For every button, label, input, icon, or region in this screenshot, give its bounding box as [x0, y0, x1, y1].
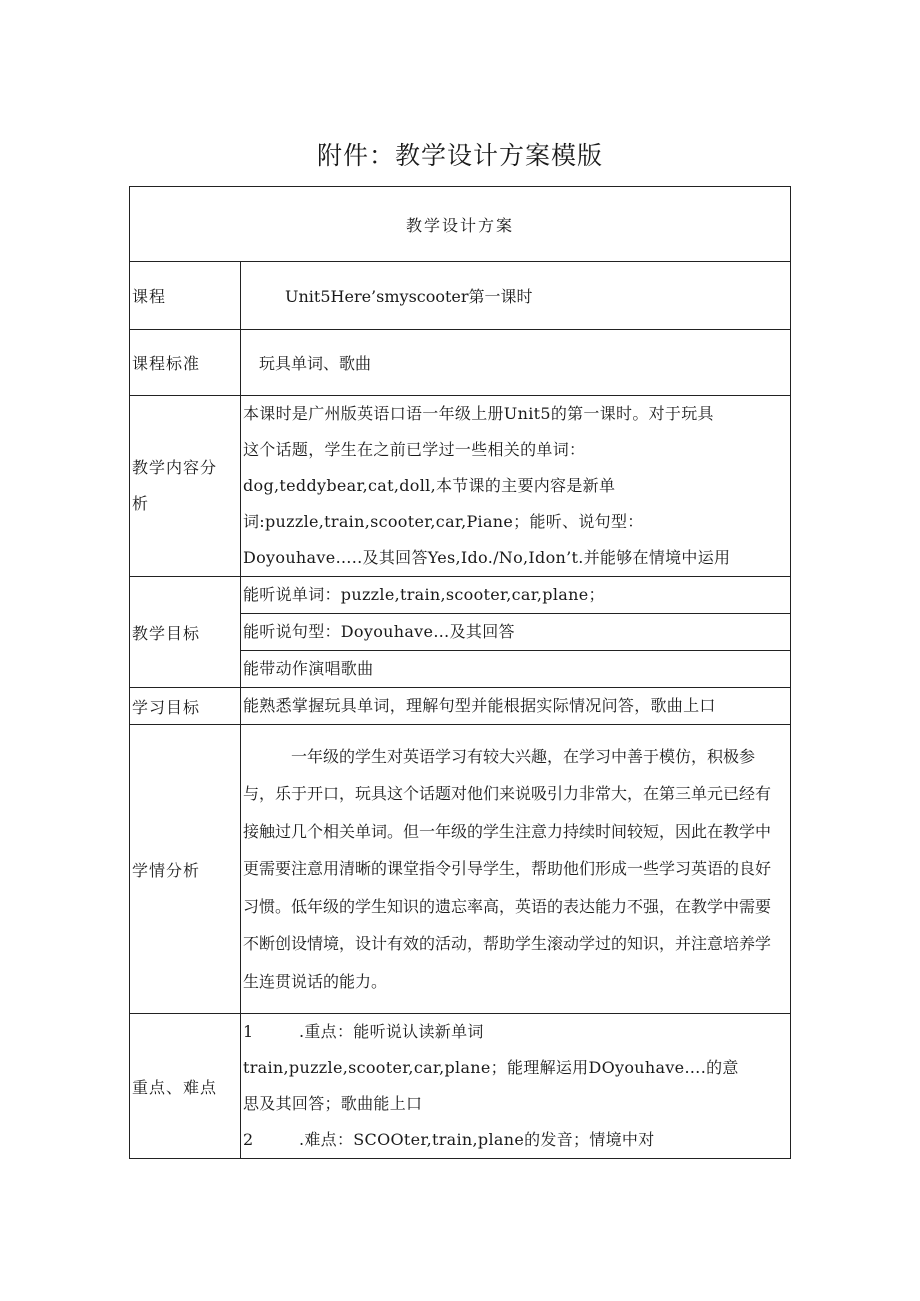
course-value: Unit5Here’smyscooter第一课时 [241, 262, 791, 330]
content-analysis-line: 本课时是广州版英语口语一年级上册Unit5的第一课时。对于玩具 [243, 404, 714, 423]
table-row-content-analysis [130, 396, 791, 577]
content-analysis-text [241, 396, 791, 577]
table-row-teaching-goal-1 [130, 577, 791, 614]
key-point-line: train,puzzle,scooter,car,plane；能理解运用DOyouhave….的意 [243, 1058, 739, 1077]
table-row-learning-goals [130, 688, 791, 725]
learning-goals-label: 学习目标 [130, 688, 241, 725]
key-point-text: .难点：SCOOter,train,plane的发音；情境中对 [299, 1130, 655, 1149]
content-analysis-label-line1: 教学内容分 [132, 458, 218, 477]
teaching-goal-item: 能带动作演唱歌曲 [241, 651, 791, 688]
key-point-number: 2 [243, 1130, 254, 1149]
document-title: 附件：教学设计方案模版 [316, 141, 603, 170]
table-row-course [130, 262, 791, 330]
teaching-goals-label: 教学目标 [130, 577, 241, 688]
table-row-standard [130, 330, 791, 396]
content-analysis-line: dog,teddybear,cat,doll,本节课的主要内容是新单 [243, 476, 616, 495]
standard-value: 玩具单词、歌曲 [241, 330, 791, 396]
key-point-line: 思及其回答；歌曲能上口 [243, 1094, 423, 1113]
key-points-label: 重点、难点 [130, 1014, 241, 1159]
content-analysis-line: Doyouhave…..及其回答Yes,Ido./No,Idon’t.并能够在情境中运用 [243, 548, 731, 567]
table-header-row [130, 187, 791, 262]
teaching-goal-item: 能听说单词：puzzle,train,scooter,car,plane； [241, 577, 791, 614]
key-points-text [241, 1014, 791, 1159]
table-row-situation-analysis [130, 725, 791, 1014]
content-analysis-label-line2: 析 [132, 494, 150, 513]
teaching-goal-item: 能听说句型：Doyouhave…及其回答 [241, 614, 791, 651]
learning-goals-value: 能熟悉掌握玩具单词，理解句型并能根据实际情况问答，歌曲上口 [241, 688, 791, 725]
situation-analysis-text: 一年级的学生对英语学习有较大兴趣，在学习中善于模仿，积极参与，乐于开口，玩具这个话题对他们来说吸引力非常大，在第三单元已经有接触过几个相关单词。但一年级的学生注意力持续时间较短，因此在教学中更需要注意用清晰的课堂指令引导学生，帮助他们形成一些学习英语的良好习惯。低年级的学生知识的遗忘率高，英语的表达能力不强，在教学中需要不断创设情境，设计有效的活动，帮助学生滚动学过的知识，并注意培养学生连贯说话的能力。 [241, 725, 791, 1014]
table-header: 教学设计方案 [130, 187, 791, 262]
course-label: 课程 [130, 262, 241, 330]
key-point-item-1 [243, 1014, 790, 1050]
key-point-item-2 [243, 1122, 790, 1158]
content-analysis-line: 这个话题，学生在之前已学过一些相关的单词： [243, 440, 586, 459]
content-analysis-line: 词:puzzle,train,scooter,car,Piane；能听、说句型： [243, 512, 644, 531]
standard-label: 课程标准 [130, 330, 241, 396]
key-point-number: 1 [243, 1022, 254, 1041]
table-row-key-points [130, 1014, 791, 1159]
teaching-plan-table [129, 186, 791, 1159]
key-point-text: .重点：能听说认读新单词 [299, 1022, 484, 1041]
situation-analysis-label: 学情分析 [130, 725, 241, 1014]
content-analysis-label [130, 396, 241, 577]
